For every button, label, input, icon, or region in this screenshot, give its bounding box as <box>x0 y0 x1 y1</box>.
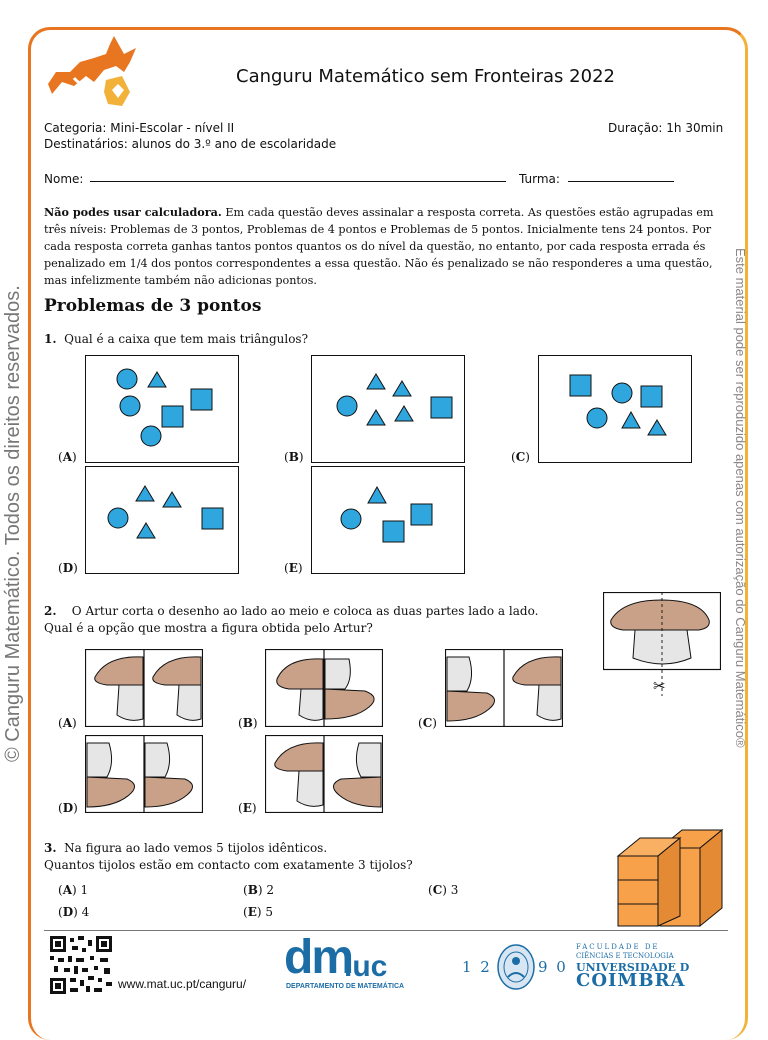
q3-answer-c[interactable]: (C) 3 <box>428 883 459 897</box>
name-field[interactable] <box>90 181 506 182</box>
instructions-paragraph <box>44 204 726 289</box>
category-text: Categoria: Mini-Escolar - nível II <box>44 121 235 135</box>
section-title: Problemas de 3 pontos <box>44 296 262 316</box>
q2-option-b-label[interactable]: (B) <box>238 716 258 730</box>
q1-option-a-box[interactable] <box>85 355 239 463</box>
uc-seal-icon <box>496 943 536 991</box>
q1-option-b-label[interactable]: (B) <box>284 450 304 464</box>
qr-code-icon[interactable] <box>50 936 112 994</box>
q3-answer-a[interactable]: (A) 1 <box>58 883 89 897</box>
class-label: Turma: <box>519 172 560 186</box>
page-title: Canguru Matemático sem Fronteiras 2022 <box>236 66 615 87</box>
uc-university-name: UNIVERSIDADE D <box>576 961 690 974</box>
question-3-line1: Na figura ao lado vemos 5 tijolos idênticos. <box>64 841 328 855</box>
class-field[interactable] <box>568 181 674 182</box>
copyright-side-text: © Canguru Matemático. Todos os direitos reservados. <box>2 285 24 762</box>
question-1-text: Qual é a caixa que tem mais triângulos? <box>64 332 309 346</box>
question-2-line1: O Artur corta o desenho ao lado ao meio e coloca as duas partes lado a lado. <box>71 604 539 618</box>
q2-option-c-figure[interactable] <box>445 649 563 727</box>
q3-answer-d[interactable]: (D) 4 <box>58 905 90 919</box>
dm-logo-subtitle: DEPARTAMENTO DE MATEMÁTICA <box>286 983 405 990</box>
q2-option-a-figure[interactable] <box>85 649 203 727</box>
q1-option-b-box[interactable] <box>311 355 465 463</box>
uc-faculty-line1: FACULDADE DE <box>576 943 660 951</box>
q2-option-d-label[interactable]: (D) <box>58 801 78 815</box>
bricks-figure <box>612 826 724 928</box>
uc-year-left: 1 2 <box>462 958 492 976</box>
duration-text: Duração: 1h 30min <box>608 121 724 135</box>
name-label: Nome: <box>44 172 84 186</box>
q3-answer-e[interactable]: (E) 5 <box>243 905 273 919</box>
instructions-text: Em cada questão deves assinalar a resposta correta. As questões estão agrupadas em três níveis: Problemas de 3 pontos, Problemas de 4 pontos e Problemas de 5 pontos. Inicialmente tens 24 pontos. Por cada resposta correta ganhas tantos pontos quantos os do nível da questão, no entanto, por cada resposta errada és penalizado em 1/4 dos pontos correspondentes a essa questão. Não és penalizado se não responderes a uma questão, mas infelizmente também não adicionas pontos. <box>44 206 714 287</box>
footer-divider <box>44 930 728 931</box>
dm-logo-suffix: .uc <box>344 950 388 983</box>
q2-option-d-figure[interactable] <box>85 735 203 813</box>
q2-option-c-label[interactable]: (C) <box>418 716 437 730</box>
instructions-bold: Não podes usar calculadora. <box>44 205 222 219</box>
q2-option-e-figure[interactable] <box>265 735 383 813</box>
question-3-line2: Quantos tijolos estão em contacto com exatamente 3 tijolos? <box>44 858 413 872</box>
question-2 <box>44 603 538 637</box>
reproduction-side-text: Este material pode ser reproduzido apenas com autorização do Canguru Matemático® <box>733 248 748 748</box>
question-2-line2: Qual é a opção que mostra a figura obtida pelo Artur? <box>44 621 373 635</box>
q1-option-c-label[interactable]: (C) <box>511 450 530 464</box>
q3-answer-b[interactable]: (B) 2 <box>243 883 274 897</box>
q1-option-e-box[interactable] <box>311 466 465 574</box>
kangaroo-logo <box>44 32 140 110</box>
dm-logo-text: dm <box>284 931 352 984</box>
question-1-number: 1. <box>44 332 57 346</box>
q2-option-a-label[interactable]: (A) <box>58 716 77 730</box>
question-2-number: 2. <box>44 604 57 618</box>
q1-option-d-box[interactable] <box>85 466 239 574</box>
q1-option-d-label[interactable]: (D) <box>58 561 78 575</box>
q1-option-e-label[interactable]: (E) <box>284 561 303 575</box>
question-1 <box>44 331 308 348</box>
uc-year-right: 9 0 <box>538 958 568 976</box>
question-3 <box>44 840 413 874</box>
q1-option-c-box[interactable] <box>538 355 692 463</box>
q2-option-e-label[interactable]: (E) <box>238 801 257 815</box>
uc-faculty-line2: CIÊNCIAS E TECNOLOGIA <box>576 952 674 960</box>
q1-option-a-label[interactable]: (A) <box>58 450 77 464</box>
uc-city-name: COIMBRA <box>576 970 686 991</box>
scissors-icon: ✂ <box>653 678 666 695</box>
footer-url-link[interactable]: www.mat.uc.pt/canguru/ <box>118 977 247 991</box>
q2-option-b-figure[interactable] <box>265 649 383 727</box>
question-3-number: 3. <box>44 841 57 855</box>
audience-text: Destinatários: alunos do 3.º ano de escolaridade <box>44 137 337 151</box>
